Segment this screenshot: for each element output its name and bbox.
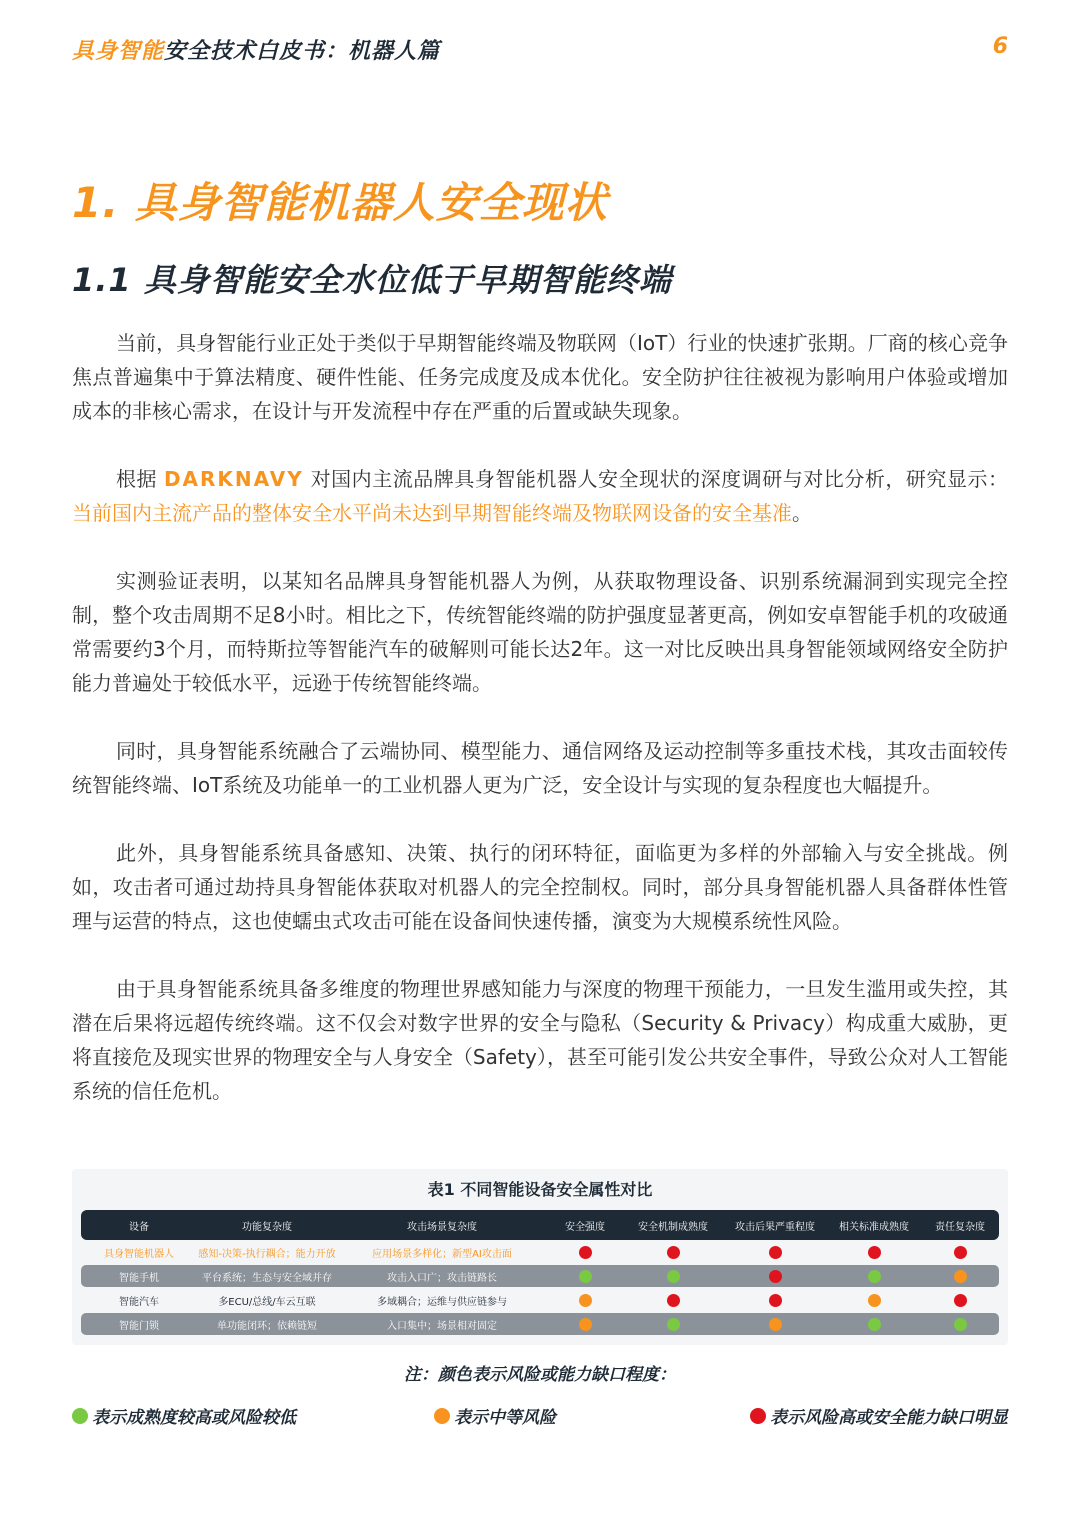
table-cell-rating (827, 1270, 921, 1283)
legend-item-red (750, 1403, 1008, 1428)
table-header-cell: 攻击场景复杂度 (407, 1221, 477, 1233)
rating-dot (579, 1294, 592, 1307)
rating-dot (769, 1246, 782, 1259)
rating-dot (579, 1270, 592, 1283)
table-row (81, 1313, 999, 1335)
rating-dot (868, 1270, 881, 1283)
legend-label-red: 表示风险高或安全能力缺口明显 (770, 1408, 1008, 1428)
table-cell-rating (827, 1294, 921, 1307)
table-cell-rating (547, 1294, 623, 1307)
paragraph-4: 同时，具身智能系统融合了云端协同、模型能力、通信网络及运动控制等多重技术栈，其攻击面较传统智能终端、IoT系统及功能单一的工业机器人更为广泛，安全设计与实现的复杂程度也大幅提升。 (72, 739, 1008, 797)
table-cell-scenario: 攻击入口广；攻击链路长 (387, 1272, 497, 1284)
table-cell-device: 智能手机 (119, 1272, 159, 1284)
table-cell-rating (547, 1318, 623, 1331)
paragraph-6: 由于具身智能系统具备多维度的物理世界感知能力与深度的物理干预能力，一旦发生滥用或失控，其潜在后果将远超传统终端。这不仅会对数字世界的安全与隐私（Security & Privacy）构成重大威胁，更将直接危及现实世界的物理安全与人身安全（Safety），甚至可能引发公共安全事件，导致公众对人工智能系统的信任危机。 (72, 977, 1008, 1103)
body-text (72, 326, 1008, 1142)
header-title-rest: 安全技术白皮书：机器人篇 (164, 39, 441, 64)
table-cell-device: 智能汽车 (119, 1296, 159, 1308)
table-header-cell: 功能复杂度 (242, 1221, 292, 1233)
rating-dot (667, 1246, 680, 1259)
green-dot-icon (72, 1408, 88, 1424)
legend-item-green (72, 1403, 296, 1428)
rating-dot (954, 1318, 967, 1331)
table-cell-rating (547, 1270, 623, 1283)
table-caption: 表1 不同智能设备安全属性对比 (427, 1180, 653, 1199)
table-cell-rating (723, 1294, 827, 1307)
rating-dot (954, 1270, 967, 1283)
paragraph-2-highlight: 当前国内主流产品的整体安全水平尚未达到早期智能终端及物联网设备的安全基准 (72, 501, 792, 525)
table-cell-scenario: 应用场景多样化；新型AI攻击面 (372, 1248, 512, 1260)
table-cell-scenario: 多域耦合；运维与供应链参与 (377, 1296, 507, 1308)
table-cell-rating (723, 1318, 827, 1331)
brand-name: DARKNAVY (163, 467, 304, 491)
rating-dot (667, 1294, 680, 1307)
paragraph-2-prefix: 根据 (116, 467, 164, 491)
rating-dot (667, 1270, 680, 1283)
paragraph-3: 实测验证表明，以某知名品牌具身智能机器人为例，从获取物理设备、识别系统漏洞到实现完全控制，整个攻击周期不足8小时。相比之下，传统智能终端的防护强度显著更高，例如安卓智能手机的攻破通常需要约3个月，而特斯拉等智能汽车的破解则可能长达2年。这一对比反映出具身智能领域网络安全防护能力普遍处于较低水平，远逊于传统智能终端。 (72, 569, 1008, 695)
table-cell-rating (623, 1318, 723, 1331)
table-row (81, 1265, 999, 1287)
table-cell-rating (921, 1246, 999, 1259)
rating-dot (769, 1270, 782, 1283)
table-note: 注：颜色表示风险或能力缺口程度： (404, 1365, 676, 1385)
table-cell-function: 平台系统；生态与安全域并存 (202, 1272, 332, 1284)
table-cell-function: 单功能闭环；依赖链短 (217, 1320, 317, 1332)
table-header-cell: 安全强度 (565, 1221, 605, 1233)
rating-dot (954, 1246, 967, 1259)
paragraph-2-end: 。 (792, 501, 812, 525)
rating-dot (954, 1294, 967, 1307)
table-header-row (81, 1210, 999, 1240)
table-header-cell: 安全机制成熟度 (638, 1221, 708, 1233)
rating-dot (769, 1318, 782, 1331)
legend-label-green: 表示成熟度较高或风险较低 (92, 1408, 296, 1428)
paragraph-5: 此外，具身智能系统具备感知、决策、执行的闭环特征，面临更为多样的外部输入与安全挑战。例如，攻击者可通过劫持具身智能体获取对机器人的完全控制权。同时，部分具身智能机器人具备群体性管理与运营的特点，这也使蠕虫式攻击可能在设备间快速传播，演变为大规模系统性风险。 (72, 841, 1008, 933)
table-cell-rating (827, 1318, 921, 1331)
table-cell-rating (623, 1246, 723, 1259)
table-header-cell: 相关标准成熟度 (839, 1221, 909, 1233)
rating-dot (579, 1246, 592, 1259)
paragraph-1: 当前，具身智能行业正处于类似于早期智能终端及物联网（IoT）行业的快速扩张期。厂商的核心竞争焦点普遍集中于算法精度、硬件性能、任务完成度及成本优化。安全防护往往被视为影响用户体验或增加成本的非核心需求，在设计与开发流程中存在严重的后置或缺失现象。 (72, 331, 1008, 423)
table-cell-rating (827, 1246, 921, 1259)
table-header-cell: 责任复杂度 (935, 1221, 985, 1233)
table-cell-function: 感知-决策-执行耦合；能力开放 (198, 1248, 336, 1260)
paragraph-2-middle: 对国内主流品牌具身智能机器人安全现状的深度调研与对比分析，研究显示： (303, 467, 1008, 491)
table-row (81, 1289, 999, 1311)
rating-dot (868, 1246, 881, 1259)
table-cell-device: 具身智能机器人 (104, 1248, 174, 1260)
section-title: 1. 具身智能机器人安全现状 (72, 178, 608, 227)
table-cell-rating (623, 1270, 723, 1283)
legend-label-orange: 表示中等风险 (454, 1408, 556, 1428)
table-cell-rating (723, 1270, 827, 1283)
rating-dot (868, 1318, 881, 1331)
table-cell-device: 智能门锁 (119, 1320, 159, 1332)
color-legend (72, 1403, 1008, 1431)
table-cell-function: 多ECU/总线/车云互联 (218, 1296, 316, 1308)
page-header (72, 34, 1008, 66)
table-cell-scenario: 入口集中；场景相对固定 (387, 1320, 497, 1332)
header-title-accent: 具身智能 (72, 39, 165, 64)
table-cell-rating (723, 1246, 827, 1259)
comparison-table (72, 1169, 1008, 1345)
rating-dot (667, 1318, 680, 1331)
table-cell-rating (921, 1270, 999, 1283)
table-header-cell: 攻击后果严重程度 (735, 1221, 815, 1233)
rating-dot (579, 1318, 592, 1331)
table-cell-rating (623, 1294, 723, 1307)
legend-item-orange (434, 1403, 556, 1428)
table-cell-rating (547, 1246, 623, 1259)
rating-dot (769, 1294, 782, 1307)
orange-dot-icon (434, 1408, 450, 1424)
table-cell-rating (921, 1318, 999, 1331)
red-dot-icon (750, 1408, 766, 1424)
page-number: 6 (992, 34, 1008, 59)
paragraph-2 (72, 462, 1008, 530)
subsection-title: 1.1 具身智能安全水位低于早期智能终端 (72, 261, 672, 299)
table-row (81, 1241, 999, 1263)
header-title (72, 34, 440, 65)
table-cell-rating (921, 1294, 999, 1307)
rating-dot (868, 1294, 881, 1307)
table-header-cell: 设备 (129, 1221, 149, 1233)
